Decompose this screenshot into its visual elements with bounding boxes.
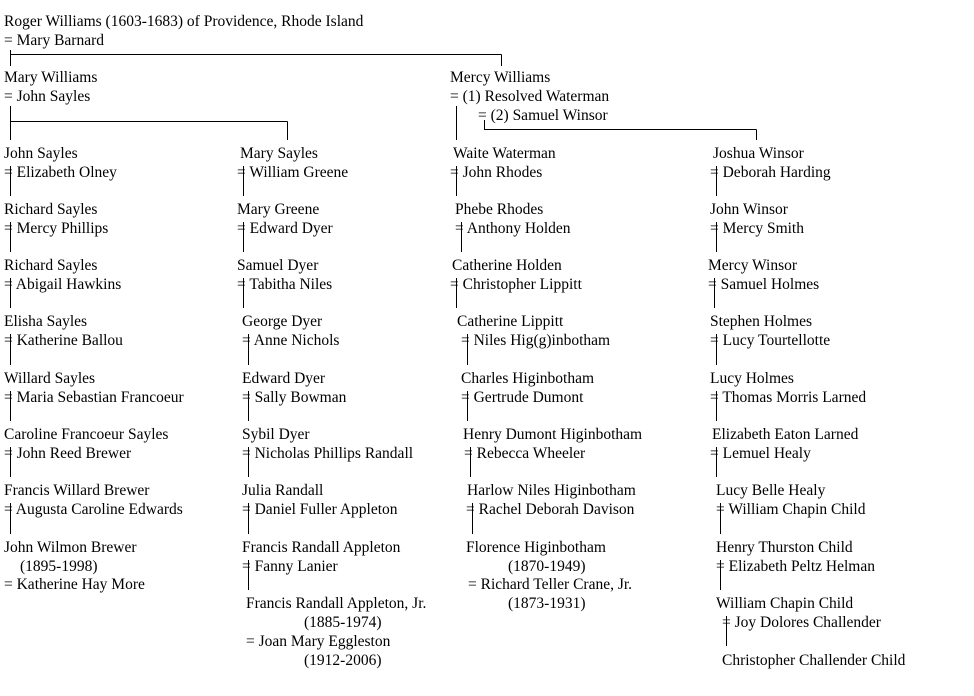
person-dates: (1885-1974) (304, 614, 382, 631)
person-spouse: = William Chapin Child (716, 501, 866, 518)
person-spouse: = Anthony Holden (455, 220, 571, 237)
person-spouse: = Elizabeth Peltz Helman (716, 558, 875, 575)
person-spouse: = Daniel Fuller Appleton (242, 501, 398, 518)
person-name: Henry Dumont Higinbotham (463, 426, 643, 443)
person-spouse: = Edward Dyer (237, 220, 333, 237)
person-spouse: = Christopher Lippitt (450, 276, 582, 293)
person-name: Richard Sayles (4, 257, 98, 274)
person-spouse: = Deborah Harding (710, 164, 831, 181)
root-spouse: = Mary Barnard (4, 32, 104, 49)
branch-a-spouse: = John Sayles (4, 88, 91, 105)
person-spouse: = John Reed Brewer (4, 445, 132, 462)
person-name: Lucy Holmes (710, 370, 794, 387)
person-name: Richard Sayles (4, 201, 98, 218)
person-name: George Dyer (242, 313, 323, 330)
person-spouse: = Nicholas Phillips Randall (242, 445, 414, 462)
person-name: Henry Thurston Child (716, 539, 853, 556)
person-spouse: = Lemuel Healy (710, 445, 811, 462)
person-name: Joshua Winsor (713, 145, 804, 162)
person-spouse: = Rebecca Wheeler (464, 445, 586, 462)
person-spouse: = Augusta Caroline Edwards (4, 501, 183, 518)
person-name: Francis Randall Appleton (242, 539, 401, 556)
person-spouse: = Samuel Holmes (708, 276, 820, 293)
person-name: Elizabeth Eaton Larned (712, 426, 859, 443)
person-spouse: = Katherine Ballou (4, 332, 123, 349)
person-spouse: = Mercy Phillips (4, 220, 109, 237)
person-name: Edward Dyer (242, 370, 326, 387)
person-spouse: = Gertrude Dumont (461, 389, 584, 406)
person-spouse: = Maria Sebastian Francoeur (4, 389, 184, 406)
branch-b-name: Mercy Williams (450, 69, 551, 86)
root-name: Roger Williams (1603-1683) of Providence, Rhode Island (4, 13, 364, 30)
person-name: Sybil Dyer (242, 426, 310, 443)
person-spouse-dates: (1912-2006) (304, 652, 382, 669)
person-spouse: = Elizabeth Olney (4, 164, 117, 181)
person-name: Julia Randall (242, 482, 324, 499)
person-name: Catherine Holden (452, 257, 562, 274)
person-spouse-dates: (1873-1931) (508, 595, 586, 612)
person-spouse: = Lucy Tourtellotte (710, 332, 831, 349)
person-spouse: = Joy Dolores Challender (722, 614, 881, 631)
person-name: Mercy Winsor (708, 257, 798, 274)
person-spouse: = Fanny Lanier (242, 558, 338, 575)
person-name: Catherine Lippitt (457, 313, 564, 330)
person-spouse: = Richard Teller Crane, Jr. (468, 576, 633, 593)
person-name: Lucy Belle Healy (716, 482, 826, 499)
person-name: William Chapin Child (716, 595, 854, 612)
person-spouse: = Katherine Hay More (4, 576, 145, 593)
branch-b-spouse-2: = (2) Samuel Winsor (478, 107, 608, 124)
person-name: John Wilmon Brewer (4, 539, 137, 556)
person-name: Francis Randall Appleton, Jr. (246, 595, 427, 612)
person-name: Elisha Sayles (4, 313, 88, 330)
person-spouse: = John Rhodes (450, 164, 543, 181)
person-dates: (1895-1998) (20, 558, 98, 575)
person-name: Harlow Niles Higinbotham (467, 482, 636, 499)
person-name: Samuel Dyer (237, 257, 319, 274)
branch-a-name: Mary Williams (4, 69, 98, 86)
person-spouse: = Joan Mary Eggleston (246, 633, 391, 650)
person-name: Mary Sayles (240, 145, 318, 162)
person-name: Caroline Francoeur Sayles (4, 426, 169, 443)
person-spouse: = Abigail Hawkins (4, 276, 122, 293)
person-name: Waite Waterman (453, 145, 556, 162)
branch-b-spouse-1: = (1) Resolved Waterman (450, 88, 610, 105)
person-name: Stephen Holmes (710, 313, 813, 330)
person-spouse: = Niles Hig(g)inbotham (461, 332, 611, 349)
person-spouse: = Rachel Deborah Davison (466, 501, 635, 518)
person-spouse: = Mercy Smith (710, 220, 804, 237)
person-name: Charles Higinbotham (461, 370, 595, 387)
person-name: Christopher Challender Child (722, 652, 906, 669)
person-name: Mary Greene (237, 201, 320, 218)
person-name: John Winsor (710, 201, 788, 218)
person-spouse: = Thomas Morris Larned (710, 389, 867, 406)
person-spouse: = William Greene (237, 164, 349, 181)
person-name: Phebe Rhodes (455, 201, 544, 218)
person-spouse: = Tabitha Niles (237, 276, 333, 293)
person-name: Florence Higinbotham (466, 539, 606, 556)
person-name: Francis Willard Brewer (4, 482, 150, 499)
person-spouse: = Anne Nichols (242, 332, 340, 349)
person-dates: (1870-1949) (508, 558, 586, 575)
person-spouse: = Sally Bowman (242, 389, 347, 406)
person-name: Willard Sayles (4, 370, 96, 387)
person-name: John Sayles (4, 145, 78, 162)
